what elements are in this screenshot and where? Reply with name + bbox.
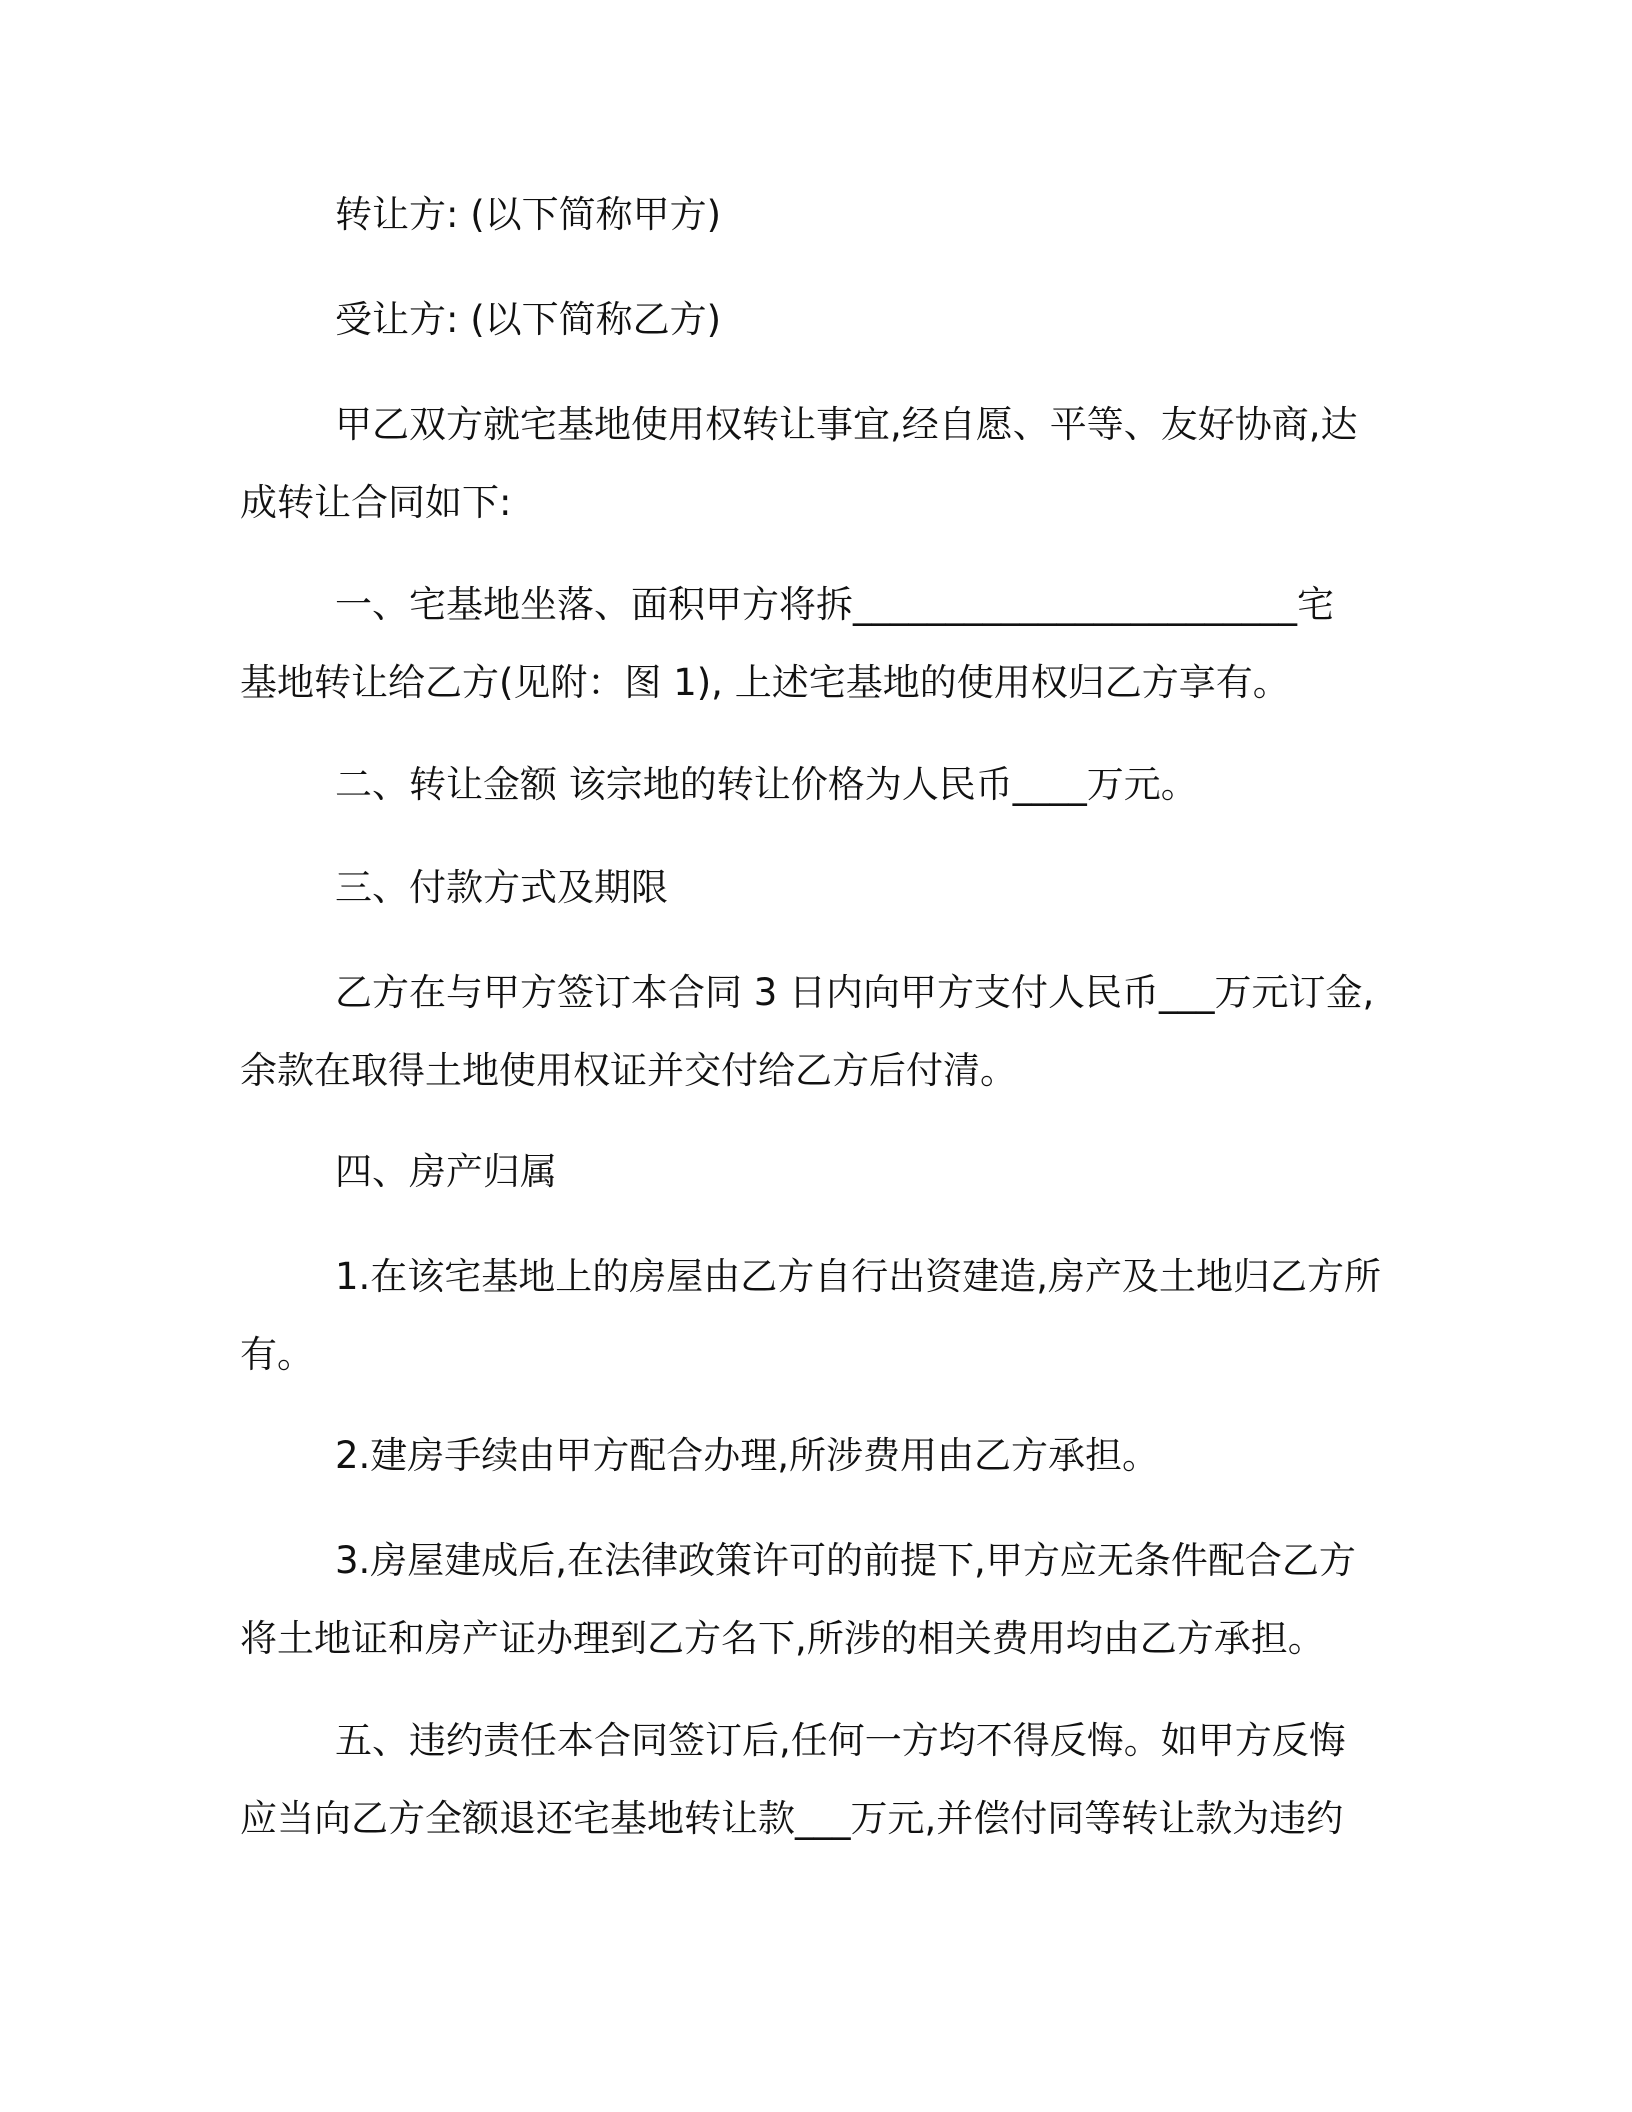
clause-3-payment-terms — [240, 954, 1400, 1110]
paragraph-line: 三、付款方式及期限 — [335, 866, 668, 909]
paragraph-line: 五、违约责任本合同签订后,任何一方均不得反悔。如甲方反悔 — [335, 1719, 1346, 1762]
clause-4-item-3 — [240, 1522, 1400, 1678]
clause-1-location-area — [240, 566, 1400, 722]
paragraph-line: 1.在该宅基地上的房屋由乙方自行出资建造,房产及土地归乙方所 — [335, 1255, 1382, 1298]
paragraph-line: 将土地证和房产证办理到乙方名下,所涉的相关费用均由乙方承担。 — [240, 1617, 1325, 1660]
paragraph-line: 转让方: (以下简称甲方) — [335, 193, 722, 236]
transferor-line — [240, 176, 1400, 254]
paragraph-line: 一、宅基地坐落、面积甲方将拆________________________宅 — [335, 583, 1334, 626]
paragraph-line: 成转让合同如下: — [240, 481, 512, 524]
paragraph-line: 3.房屋建成后,在法律政策许可的前提下,甲方应无条件配合乙方 — [335, 1539, 1356, 1582]
clause-3-heading — [240, 849, 1400, 927]
paragraph-line: 甲乙双方就宅基地使用权转让事宜,经自愿、平等、友好协商,达 — [335, 403, 1358, 446]
clause-4-item-2 — [240, 1417, 1400, 1495]
paragraph-line: 2.建房手续由甲方配合办理,所涉费用由乙方承担。 — [335, 1434, 1160, 1477]
clause-4-item-1 — [240, 1238, 1400, 1394]
clause-2-transfer-amount — [240, 746, 1400, 824]
paragraph-line: 有。 — [240, 1333, 314, 1376]
clause-5-breach-liability — [240, 1702, 1400, 1858]
clause-4-heading — [240, 1133, 1400, 1211]
paragraph-line: 乙方在与甲方签订本合同 3 日内向甲方支付人民币___万元订金, — [335, 971, 1375, 1014]
paragraph-line: 基地转让给乙方(见附：图 1), 上述宅基地的使用权归乙方享有。 — [240, 661, 1290, 704]
transferee-line — [240, 281, 1400, 359]
paragraph-line: 应当向乙方全额退还宅基地转让款___万元,并偿付同等转让款为违约 — [240, 1797, 1344, 1840]
paragraph-line: 四、房产归属 — [335, 1150, 557, 1193]
paragraph-line: 二、转让金额 该宗地的转让价格为人民币____万元。 — [335, 763, 1198, 806]
paragraph-line: 受让方: (以下简称乙方) — [335, 298, 722, 341]
preamble-paragraph — [240, 386, 1400, 542]
paragraph-line: 余款在取得土地使用权证并交付给乙方后付清。 — [240, 1049, 1017, 1092]
